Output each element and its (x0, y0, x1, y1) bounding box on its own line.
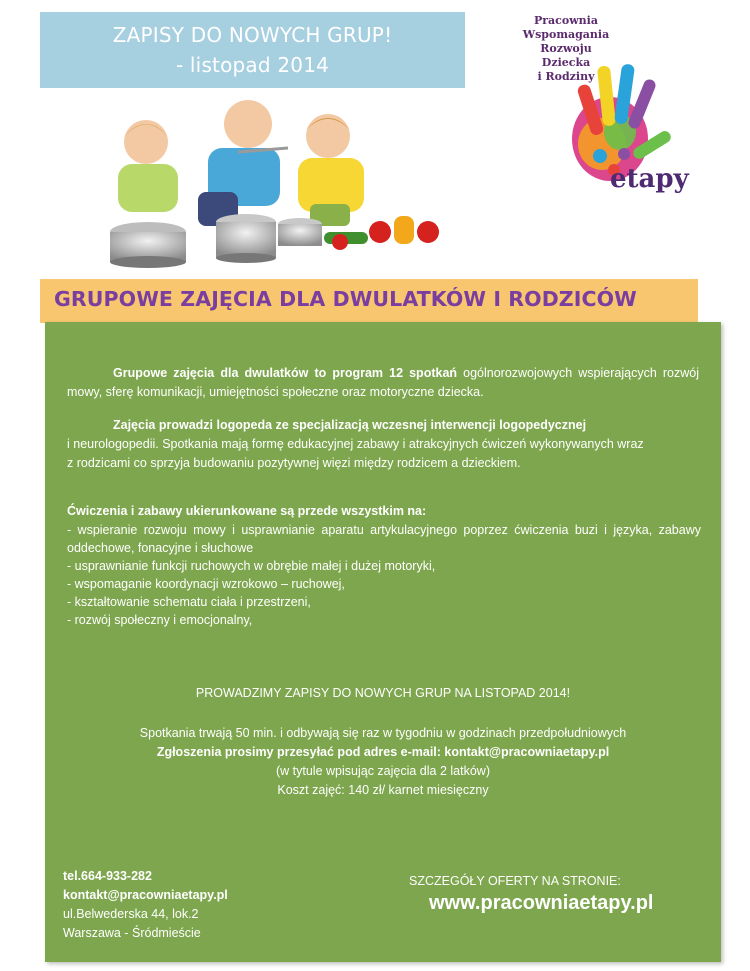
enrollment-banner (40, 12, 465, 88)
content-panel (45, 322, 721, 962)
exercises-section (67, 502, 701, 629)
enroll-details (45, 724, 721, 800)
list-item: - rozwój społeczny i emocjonalny, (67, 613, 253, 627)
list-item: - wspieranie rozwoju mowy i usprawnianie aparatu artykulacyjnego poprzez ćwiczenia buzi i języka, zabawy oddechowe, fonacyjne i słuchowe (67, 523, 701, 555)
leader-line: i neurologopedii. Spotkania mają formę edukacyjnej zabawy i atrakcyjnych ćwiczeń wykonywanych wraz (67, 437, 644, 451)
enroll-line: (w tytule wpisując zajęcia dla 2 latków) (276, 764, 490, 778)
children-cooking-illustration (88, 92, 448, 270)
logo-brand: etapy (610, 164, 689, 194)
enroll-line: Spotkania trwają 50 min. i odbywają się raz w tygodniu w godzinach przedpołudniowych (139, 726, 627, 740)
contact-block (63, 867, 323, 943)
enroll-line: Koszt zajęć: 140 zł/ karnet miesięczny (277, 783, 489, 797)
leader-bold: Zajęcia prowadzi logopeda ze specjalizacją wczesnej interwencji logopedycznej (113, 418, 587, 432)
enroll-email-line: Zgłoszenia prosimy przesyłać pod adres e-mail: kontakt@pracowniaetapy.pl (156, 745, 610, 759)
leader-line: z rodzicami co sprzyja budowaniu pozytywnej więzi między rodzicem a dzieckiem. (67, 456, 521, 470)
contact-city: Warszawa - Śródmieście (63, 926, 201, 940)
logo-line: i Rodziny (537, 70, 595, 83)
list-item: - wspomaganie koordynacji wzrokowo – ruchowej, (67, 577, 345, 591)
page-title: GRUPOWE ZAJĘCIA DLA DWULATKÓW I RODZICÓW (40, 279, 698, 323)
intro-rest: ogólnorozwojowych wspierających rozwój mowy, sferę komunikacji, umiejętności społeczne oraz motoryczne dziecka. (67, 366, 699, 399)
intro-bold: Grupowe zajęcia dla dwulatków to program 12 spotkań (113, 366, 458, 380)
contact-address: ul.Belwederska 44, lok.2 (63, 907, 199, 921)
enroll-headline: PROWADZIMY ZAPISY DO NOWYCH GRUP NA LISTOPAD 2014! (195, 686, 571, 700)
offer-label: SZCZEGÓŁY OFERTY NA STRONIE: (409, 874, 621, 888)
exercises-title: Ćwiczenia i zabawy ukierunkowane są przede wszystkim na: (67, 504, 427, 518)
intro-paragraph (67, 364, 699, 402)
logo-line: Dziecka (541, 56, 591, 69)
contact-phone[interactable]: tel.664-933-282 (63, 869, 152, 883)
banner-title: ZAPISY DO NOWYCH GRUP! (112, 23, 393, 47)
logo-line: Pracownia (533, 14, 598, 27)
etapy-logo (500, 14, 700, 204)
list-item: - kształtowanie schematu ciała i przestrzeni, (67, 595, 311, 609)
website-link[interactable]: www.pracowniaetapy.pl (429, 892, 654, 914)
logo-line: Rozwoju (540, 42, 592, 55)
list-item: - usprawnianie funkcji ruchowych w obrębie małej i dużej motoryki, (67, 559, 436, 573)
banner-subtitle: - listopad 2014 (175, 53, 330, 77)
logo-line: Wspomagania (522, 28, 610, 41)
contact-email[interactable]: kontakt@pracowniaetapy.pl (63, 888, 228, 902)
leader-paragraph (67, 416, 707, 473)
